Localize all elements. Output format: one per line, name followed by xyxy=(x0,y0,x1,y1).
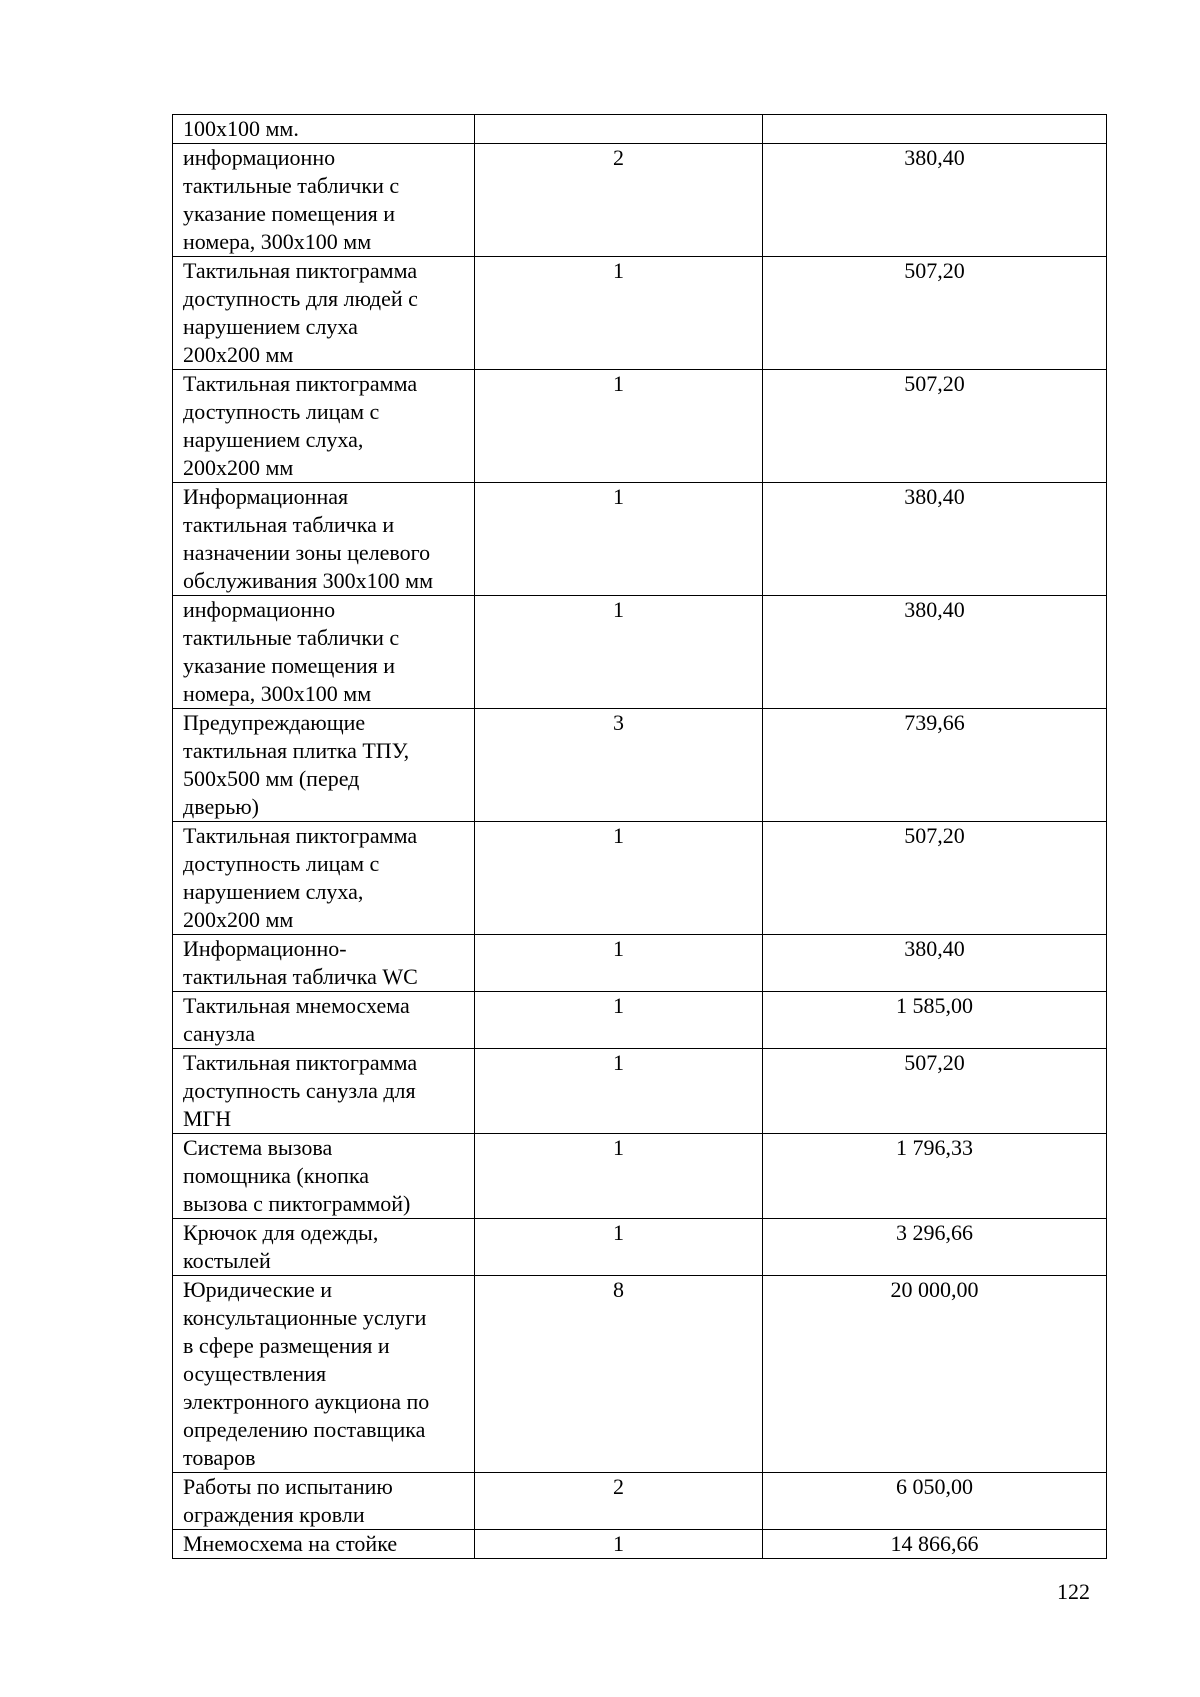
table-row xyxy=(173,1219,1107,1276)
item-quantity-cell: 2 xyxy=(475,144,763,257)
item-name-cell: Информационно- тактильная табличка WC xyxy=(173,935,475,992)
item-quantity-cell: 1 xyxy=(475,935,763,992)
table-row xyxy=(173,992,1107,1049)
item-quantity-cell: 1 xyxy=(475,1219,763,1276)
item-name-cell: Тактильная пиктограмма доступность для людей с нарушением слуха 200х200 мм xyxy=(173,257,475,370)
item-name-cell: Тактильная пиктограмма доступность санузла для МГН xyxy=(173,1049,475,1134)
table-row xyxy=(173,596,1107,709)
item-price-cell: 507,20 xyxy=(763,257,1107,370)
item-name-cell: Система вызова помощника (кнопка вызова с пиктограммой) xyxy=(173,1134,475,1219)
item-quantity-cell: 1 xyxy=(475,1530,763,1559)
item-price-cell: 380,40 xyxy=(763,144,1107,257)
items-table-body xyxy=(173,115,1107,1559)
item-price-cell: 380,40 xyxy=(763,596,1107,709)
item-name-cell: Юридические и консультационные услуги в сфере размещения и осуществления электронного аукциона по определению поставщика товаров xyxy=(173,1276,475,1473)
item-price-cell: 1 585,00 xyxy=(763,992,1107,1049)
items-table xyxy=(172,114,1107,1559)
table-row xyxy=(173,370,1107,483)
table-row xyxy=(173,1134,1107,1219)
item-price-cell: 1 796,33 xyxy=(763,1134,1107,1219)
item-quantity-cell: 1 xyxy=(475,483,763,596)
table-row xyxy=(173,935,1107,992)
item-price-cell: 739,66 xyxy=(763,709,1107,822)
item-quantity-cell: 1 xyxy=(475,822,763,935)
item-quantity-cell: 1 xyxy=(475,1134,763,1219)
item-quantity-cell: 1 xyxy=(475,257,763,370)
table-row xyxy=(173,1473,1107,1530)
item-price-cell: 380,40 xyxy=(763,483,1107,596)
item-price-cell: 14 866,66 xyxy=(763,1530,1107,1559)
item-price-cell: 20 000,00 xyxy=(763,1276,1107,1473)
item-price-cell: 6 050,00 xyxy=(763,1473,1107,1530)
item-name-cell: 100х100 мм. xyxy=(173,115,475,144)
item-name-cell: Предупреждающие тактильная плитка ТПУ, 500х500 мм (перед дверью) xyxy=(173,709,475,822)
table-row xyxy=(173,1530,1107,1559)
item-name-cell: Тактильная пиктограмма доступность лицам с нарушением слуха, 200х200 мм xyxy=(173,822,475,935)
item-name-cell: Мнемосхема на стойке xyxy=(173,1530,475,1559)
item-price-cell: 380,40 xyxy=(763,935,1107,992)
item-price-cell: 3 296,66 xyxy=(763,1219,1107,1276)
item-name-cell: Работы по испытанию ограждения кровли xyxy=(173,1473,475,1530)
item-price-cell xyxy=(763,115,1107,144)
page-number: 122 xyxy=(1057,1579,1090,1604)
item-name-cell: Тактильная пиктограмма доступность лицам с нарушением слуха, 200х200 мм xyxy=(173,370,475,483)
item-quantity-cell: 2 xyxy=(475,1473,763,1530)
item-name-cell: информационно тактильные таблички с указание помещения и номера, 300х100 мм xyxy=(173,144,475,257)
table-row xyxy=(173,709,1107,822)
table-row xyxy=(173,115,1107,144)
table-row xyxy=(173,822,1107,935)
item-quantity-cell: 3 xyxy=(475,709,763,822)
item-quantity-cell: 1 xyxy=(475,992,763,1049)
item-price-cell: 507,20 xyxy=(763,1049,1107,1134)
table-row xyxy=(173,144,1107,257)
item-name-cell: Информационная тактильная табличка и назначении зоны целевого обслуживания 300х100 мм xyxy=(173,483,475,596)
table-row xyxy=(173,257,1107,370)
table-row xyxy=(173,483,1107,596)
item-name-cell: Тактильная мнемосхема санузла xyxy=(173,992,475,1049)
item-quantity-cell: 8 xyxy=(475,1276,763,1473)
item-price-cell: 507,20 xyxy=(763,822,1107,935)
item-name-cell: Крючок для одежды, костылей xyxy=(173,1219,475,1276)
table-row xyxy=(173,1276,1107,1473)
item-quantity-cell: 1 xyxy=(475,370,763,483)
item-name-cell: информационно тактильные таблички с указание помещения и номера, 300х100 мм xyxy=(173,596,475,709)
item-quantity-cell: 1 xyxy=(475,1049,763,1134)
item-price-cell: 507,20 xyxy=(763,370,1107,483)
table-row xyxy=(173,1049,1107,1134)
item-quantity-cell xyxy=(475,115,763,144)
item-quantity-cell: 1 xyxy=(475,596,763,709)
